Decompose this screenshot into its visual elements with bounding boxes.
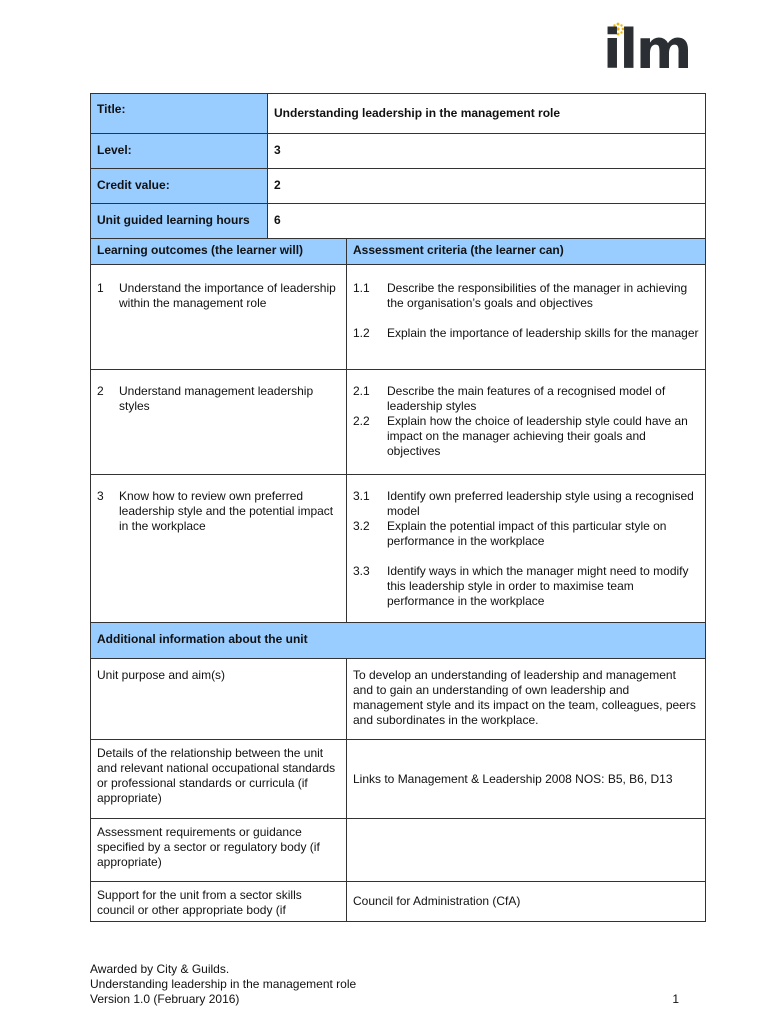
outcome-number: 3: [97, 489, 104, 503]
outcome-row: [91, 265, 706, 370]
criterion-text: Explain how the choice of leadership style could have an impact on the manager achieving their goals and objectives: [387, 414, 688, 458]
criterion-text: Identify ways in which the manager might need to modify this leadership style in order to maximise team performance in the workplace: [387, 564, 689, 608]
assessment-value: [347, 819, 705, 831]
criterion-number: 2.2: [353, 414, 370, 428]
purpose-value: To develop an understanding of leadership and management and to gain an understanding of own leadership and management style and its impact on the team, colleagues, peers and subordinates in the workplace.: [353, 668, 696, 727]
additional-info-header-cell: [91, 623, 706, 659]
level-label-cell: [91, 134, 268, 169]
ilm-logo: [603, 20, 703, 84]
criterion-item: [353, 519, 699, 549]
criterion-item: [353, 414, 699, 459]
level-label: Level:: [97, 143, 132, 157]
outcome-cell: [91, 475, 347, 623]
criterion-number: 3.2: [353, 519, 370, 533]
title-label-cell: [91, 94, 268, 134]
support-value-cell: [347, 882, 706, 922]
purpose-row: [91, 659, 706, 740]
criterion-item: [353, 326, 699, 341]
assessment-row: [91, 819, 706, 882]
details-value: Links to Management & Leadership 2008 NOS: B5, B6, D13: [353, 771, 673, 786]
criterion-item: [353, 564, 699, 609]
outcome-text: Understand the importance of leadership within the management role: [119, 281, 336, 310]
criteria-cell: [347, 265, 706, 370]
details-value-cell: [347, 740, 706, 819]
assessment-value-cell: [347, 819, 706, 882]
outcome-number: 2: [97, 384, 104, 398]
purpose-value-cell: [347, 659, 706, 740]
unit-specification-table: [90, 93, 706, 922]
details-label-cell: [91, 740, 347, 819]
footer-awarded-by: Awarded by City & Guilds.: [90, 962, 230, 976]
criterion-item: [353, 384, 699, 414]
outcome-row: [91, 475, 706, 623]
outcomes-header-left: Learning outcomes (the learner will): [97, 243, 304, 257]
assessment-label: Assessment requirements or guidance specified by a sector or regulatory body (if appropriate): [97, 825, 320, 869]
support-label: Support for the unit from a sector skills council or other appropriate body (if: [97, 888, 302, 917]
page-footer: [90, 962, 705, 1007]
footer-unit-title: Understanding leadership in the management role: [90, 977, 357, 991]
level-row: [91, 134, 706, 169]
glh-label: Unit guided learning hours: [97, 213, 250, 227]
purpose-label-cell: [91, 659, 347, 740]
details-label: Details of the relationship between the unit and relevant national occupational standards or professional standards or curricula (if appropriate): [97, 746, 336, 805]
credit-label-cell: [91, 169, 268, 204]
outcome-cell: [91, 370, 347, 475]
criterion-text: Describe the main features of a recognised model of leadership styles: [387, 384, 666, 413]
criteria-cell: [347, 475, 706, 623]
outcome-text: Understand management leadership styles: [119, 384, 314, 413]
outcomes-header-right-cell: [347, 239, 706, 265]
level-value-cell: [268, 134, 706, 169]
title-value-cell: [268, 94, 706, 134]
credit-value: 2: [274, 178, 281, 192]
logo-text: ilm: [603, 18, 691, 81]
outcomes-header-left-cell: [91, 239, 347, 265]
glh-row: [91, 204, 706, 239]
glh-value-cell: [268, 204, 706, 239]
outcomes-header-row: [91, 239, 706, 265]
criterion-text: Describe the responsibilities of the manager in achieving the organisation’s goals and objectives: [387, 281, 688, 310]
support-value: Council for Administration (CfA): [353, 894, 521, 908]
criterion-number: 3.3: [353, 564, 370, 578]
additional-info-header: Additional information about the unit: [97, 632, 308, 646]
credit-value-cell: [268, 169, 706, 204]
criterion-text: Explain the importance of leadership skills for the manager: [387, 326, 699, 340]
unit-title-row: [91, 94, 706, 134]
purpose-label: Unit purpose and aim(s): [97, 668, 226, 682]
title-label: Title:: [97, 102, 126, 116]
support-label-cell: [91, 882, 347, 922]
credit-row: [91, 169, 706, 204]
criterion-number: 3.1: [353, 489, 370, 503]
criteria-cell: [347, 370, 706, 475]
footer-version: Version 1.0 (February 2016): [90, 992, 240, 1006]
assessment-label-cell: [91, 819, 347, 882]
criterion-item: [353, 281, 699, 311]
level-value: 3: [274, 143, 281, 157]
title-value: Understanding leadership in the management role: [274, 106, 561, 120]
glh-label-cell: [91, 204, 268, 239]
details-row: [91, 740, 706, 819]
criterion-text: Explain the potential impact of this particular style on performance in the workplace: [387, 519, 667, 548]
criterion-number: 1.2: [353, 326, 370, 340]
criterion-item: [353, 489, 699, 519]
criterion-text: Identify own preferred leadership style using a recognised model: [387, 489, 694, 518]
outcomes-header-right: Assessment criteria (the learner can): [353, 243, 564, 257]
outcome-row: [91, 370, 706, 475]
criterion-number: 1.1: [353, 281, 370, 295]
outcome-cell: [91, 265, 347, 370]
outcome-number: 1: [97, 281, 104, 295]
page-number: 1: [672, 992, 679, 1006]
support-row: [91, 882, 706, 922]
criterion-number: 2.1: [353, 384, 370, 398]
credit-label: Credit value:: [97, 178, 170, 192]
glh-value: 6: [274, 213, 281, 227]
outcome-text: Know how to review own preferred leadership style and the potential impact in the workplace: [119, 489, 334, 533]
additional-info-header-row: [91, 623, 706, 659]
